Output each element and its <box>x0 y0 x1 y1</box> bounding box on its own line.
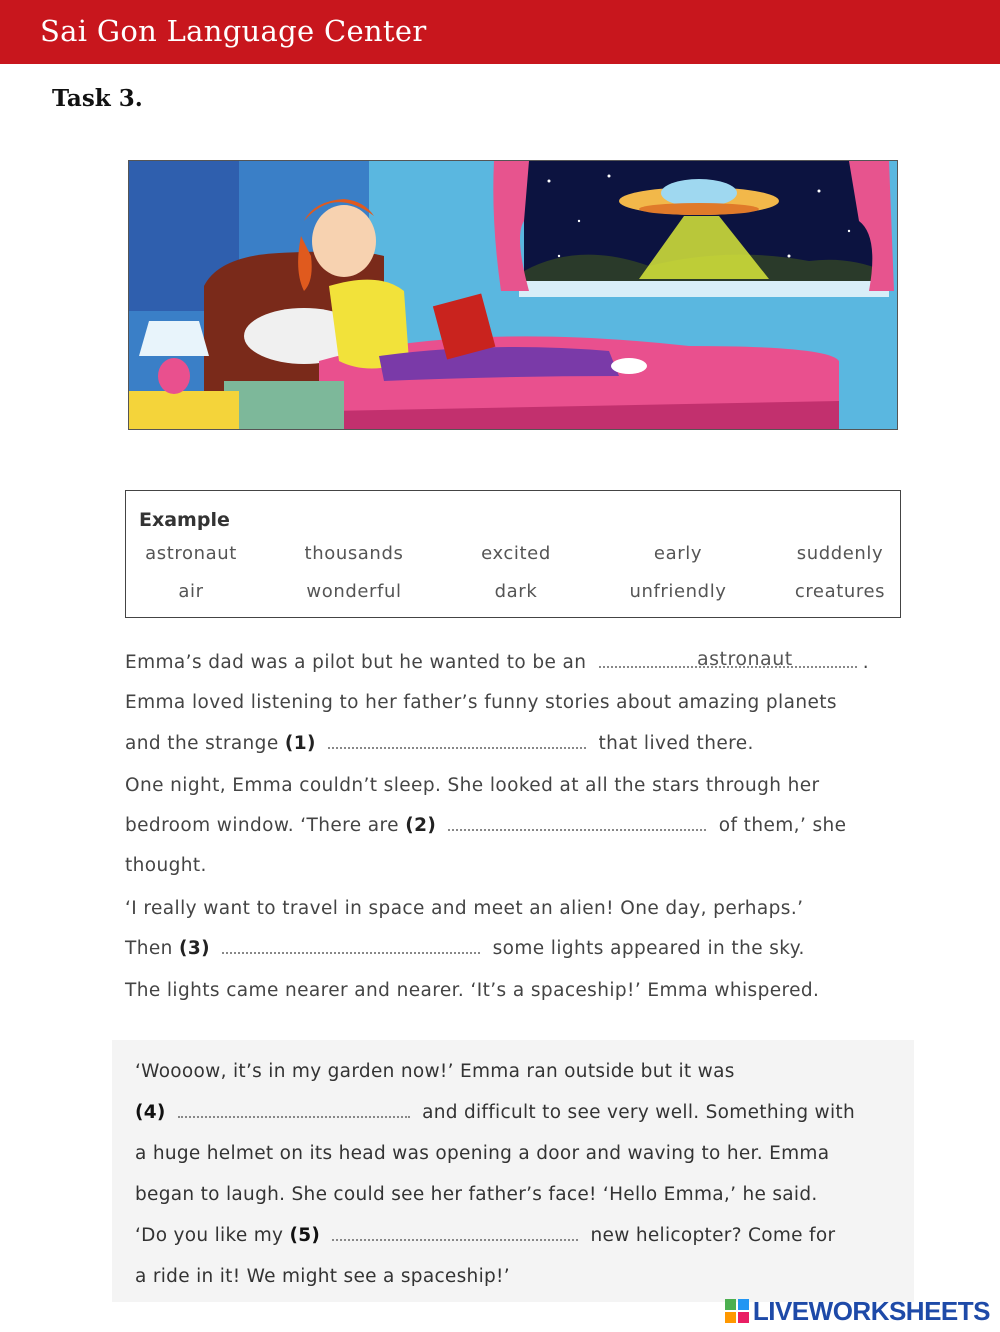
answer-blank-5[interactable] <box>332 1225 578 1241</box>
story-line <box>135 1102 855 1123</box>
story-text: of them,’ she <box>718 815 847 836</box>
word-option: wonderful <box>306 581 402 602</box>
header-title: Sai Gon Language Center <box>40 14 427 48</box>
liveworksheets-logo-icon <box>725 1299 749 1323</box>
story-text: bedroom window. ‘There are <box>125 815 399 836</box>
word-option: excited <box>481 543 551 564</box>
liveworksheets-brand[interactable] <box>725 1296 990 1326</box>
story-line <box>125 938 805 959</box>
word-box <box>125 490 901 618</box>
word-option: suddenly <box>796 543 884 564</box>
story-text: The lights came nearer and nearer. ‘It’s a spaceship!’ Emma whispered. <box>125 980 820 1001</box>
story-text: and the strange <box>125 733 279 754</box>
word-option: air <box>178 581 204 602</box>
story-text: new helicopter? Come for <box>590 1225 836 1246</box>
story-text: began to laugh. She could see her father’s face! ‘Hello Emma,’ he said. <box>135 1184 818 1205</box>
story-line <box>125 855 207 876</box>
story-text: Then <box>125 938 173 959</box>
blank-number-1: (1) <box>284 733 316 754</box>
answer-blank-3[interactable] <box>222 938 480 954</box>
story-text: that lived there. <box>598 733 754 754</box>
example-answer: astronaut <box>697 648 793 670</box>
story-text: Emma loved listening to her father’s funny stories about amazing planets <box>125 692 837 713</box>
header-bar <box>0 0 1000 64</box>
word-option: astronaut <box>145 543 237 564</box>
answer-blank-4[interactable] <box>178 1102 410 1118</box>
blank-number-3: (3) <box>179 938 210 959</box>
story-text: . <box>862 652 869 673</box>
word-option: dark <box>494 581 538 602</box>
story-line <box>125 815 846 836</box>
story-line <box>125 898 803 919</box>
task-title: Task 3. <box>52 85 143 112</box>
story-line <box>125 980 819 1001</box>
story-text: ‘I really want to travel in space and meet an alien! One day, perhaps.’ <box>125 898 804 919</box>
story-text: One night, Emma couldn’t sleep. She looked at all the stars through her <box>125 775 820 796</box>
story-text: ‘Do you like my <box>135 1225 284 1246</box>
story-text: ‘Woooow, it’s in my garden now!’ Emma ran outside but it was <box>135 1061 735 1082</box>
story-text: thought. <box>125 855 207 876</box>
story-text: a huge helmet on its head was opening a door and waving to her. Emma <box>135 1143 830 1164</box>
word-option: early <box>653 543 703 564</box>
story-text: Emma’s dad was a pilot but he wanted to be an <box>125 652 587 673</box>
story-line <box>135 1143 829 1164</box>
blank-number-2: (2) <box>405 815 437 836</box>
bedroom-scene-image <box>129 161 898 430</box>
story-text: some lights appeared in the sky. <box>492 938 805 959</box>
story-text: a ride in it! We might see a spaceship!’ <box>135 1266 510 1287</box>
story-line <box>135 1184 818 1205</box>
story-line <box>135 1266 510 1287</box>
story-line <box>125 692 837 713</box>
word-option: unfriendly <box>629 581 727 602</box>
blank-number-4: (4) <box>135 1102 166 1123</box>
story-line <box>125 733 754 754</box>
word-option: thousands <box>304 543 404 564</box>
brand-name: LIVEWORKSHEETS <box>752 1295 990 1326</box>
answer-blank-2[interactable] <box>448 815 706 831</box>
story-line <box>135 1225 835 1246</box>
story-line <box>135 1061 735 1082</box>
word-option: creatures <box>794 581 886 602</box>
story-line <box>125 775 820 796</box>
story-illustration <box>128 160 898 430</box>
word-box-label: Example <box>139 509 230 531</box>
blank-number-5: (5) <box>289 1225 321 1246</box>
answer-blank-1[interactable] <box>328 733 586 749</box>
story-text: and difficult to see very well. Something with <box>422 1102 856 1123</box>
